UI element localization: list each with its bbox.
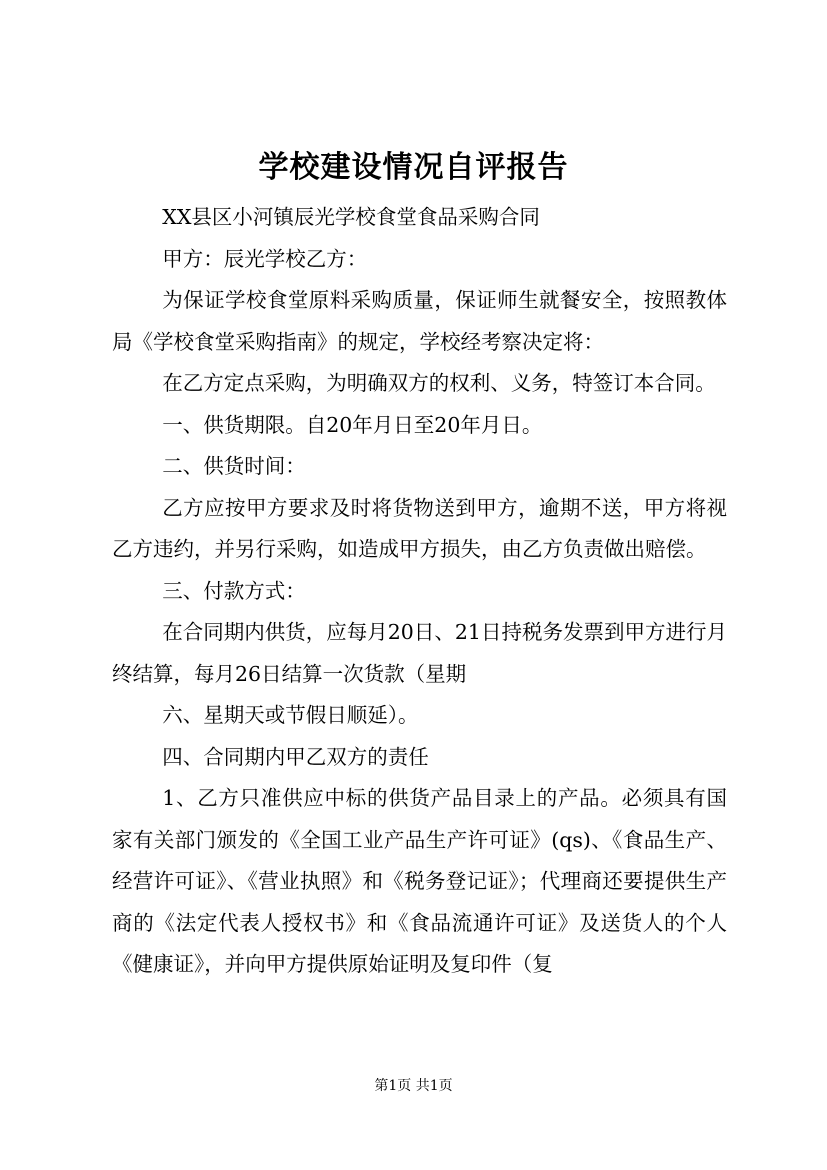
page-number: 第1页 共1页	[374, 1078, 453, 1094]
paragraph-contract-heading: XX县区小河镇辰光学校食堂食品采购合同	[162, 205, 540, 229]
paragraph-designation: 在乙方定点采购，为明确双方的权利、义务，特签订本合同。	[162, 371, 716, 395]
paragraph-supply-period: 一、供货期限。自20年月日至20年月日。	[162, 412, 543, 437]
document-title: 学校建设情况自评报告	[258, 150, 569, 185]
paragraph-payment: 在合同期内供货，应每月20日、21日持税务发票到甲方进行月终结算，每月26日结算一次货款（星期	[112, 620, 727, 686]
paragraph-purpose: 为保证学校食堂原料采购质量，保证师生就餐安全，按照教体局《学校食堂采购指南》的规定，学校经考察决定将：	[112, 288, 727, 354]
paragraph-supply-time-heading: 二、供货时间：	[162, 454, 306, 478]
paragraph-responsibility-1: 1、乙方只准供应中标的供货产品目录上的产品。必须具有国家有关部门颁发的《全国工业产品生产许可证》(qs)、《食品生产、经营许可证》、《营业执照》和《税务登记证》；代理商还要提供生产商的《法定代表人授权书》和《食品流通许可证》及送货人的个人《健康证》，并向甲方提供原始证明及复印件（复	[112, 786, 727, 976]
paragraph-payment-continued: 六、星期天或节假日顺延）。	[162, 703, 419, 727]
paragraph-payment-heading: 三、付款方式：	[162, 578, 306, 603]
paragraph-parties: 甲方：辰光学校乙方：	[162, 246, 368, 271]
paragraph-responsibilities-heading: 四、合同期内甲乙双方的责任	[162, 744, 429, 769]
paragraph-supply-time: 乙方应按甲方要求及时将货物送到甲方，逾期不送，甲方将视乙方违约，并另行采购，如造成甲方损失，由乙方负责做出赔偿。	[112, 495, 727, 561]
document-body	[112, 197, 727, 986]
